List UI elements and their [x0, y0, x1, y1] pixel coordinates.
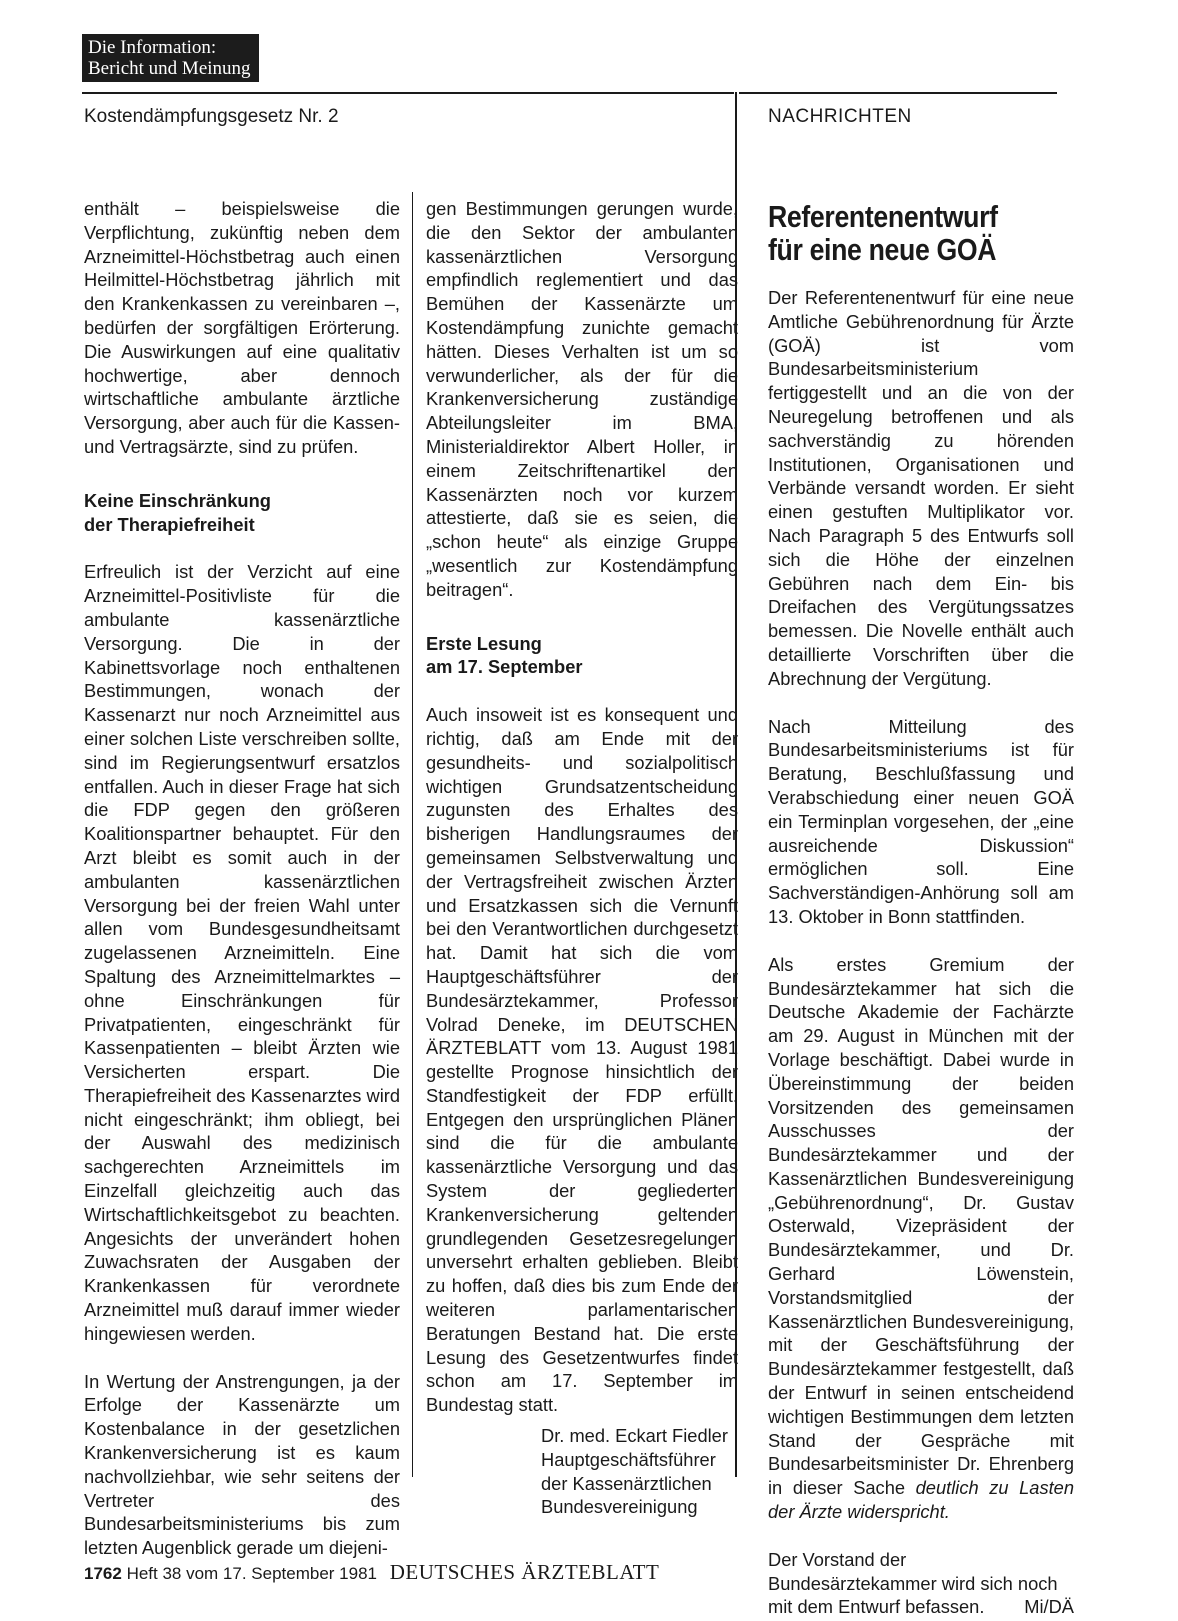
issue-info: Heft 38 vom 17. September 1981 — [126, 1564, 377, 1583]
paragraph: Erfreulich ist der Verzicht auf eine Arzneimittel-Positivliste für die ambulante kassenärztliche Versorgung. Die in der Kabinettsvorlage noch enthaltenen Bestimmungen, wonach der Kassenarzt nur noch Arzneimittel aus einer solchen Liste verschreiben sollte, sind im Regierungsentwurf ersatzlos entfallen. Auch in dieser Frage hat sich die FDP gegen den größeren Koalitionspartner behauptet. Für den Arzt bleibt es somit auch in der ambulanten kassenärztlichen Versorgung bei der freien Wahl unter allen vom Bundesgesundheitsamt zugelassenen Arzneimitteln. Eine Spaltung des Arzneimittelmarktes – ohne Einschränkungen für Privatpatienten, eingeschränkt für Kassenpatienten – bleibt Ärzten wie Versicherten erspart. Die Therapiefreiheit des Kassenarztes wird nicht eingeschränkt; ihm obliegt, bei der Auswahl des medizinisch sachgerechten Arzneimittels im Einzelfall gleichzeitig auch das Wirtschaftlichkeitsgebot zu beachten. Angesichts der unverändert hohen Zuwachsraten der Ausgaben der Krankenkassen für verordnete Arzneimittel muß darauf immer wieder hingewiesen werden. — [84, 561, 401, 1344]
headline-line: Referentenentwurf — [768, 199, 998, 234]
subheading — [84, 489, 400, 537]
subheading-line: Keine Einschränkung — [84, 489, 271, 511]
paragraph: Auch insoweit ist es konsequent und richtig, daß am Ende mit der gesundheits- und sozialpolitisch wichtigen Grundsatzentscheidung zugunsten des Erhaltes des bisherigen Handlungsraumes der gemeinsamen Selbstverwaltung und der Vertragsfreiheit zwischen Ärzten und Ersatzkassen sich die Vernunft bei den Verantwortlichen durchgesetzt hat. Damit hat sich die vom Hauptgeschäftsführer der Bundesärztekammer, Professor Volrad Deneke, im DEUTSCHEN ÄRZTEBLATT vom 13. August 1981 gestellte Prognose hinsichtlich der Standfestigkeit der FDP erfüllt. Entgegen den ursprünglichen Plänen sind die für die ambulante kassenärztliche Versorgung und das System der gegliederten Krankenversicherung geltenden grundlegenden Gesetzesregelungen unversehrt erhalten geblieben. Bleibt zu hoffen, daß dies bis zum Ende der weiteren parlamentarischen Beratungen Bestand hat. Die erste Lesung des Gesetzentwurfes findet schon am 17. September im Bundestag statt. — [426, 704, 738, 1416]
subheading-line: am 17. September — [426, 656, 583, 678]
running-title-right: NACHRICHTEN — [768, 106, 912, 127]
paragraph-text: Der Vorstand der Bundesärztekammer wird sich noch mit dem Entwurf befassen. — [768, 1548, 1058, 1618]
news-column — [768, 200, 1074, 1619]
author-signature — [541, 1424, 728, 1519]
paragraph: enthält – beispielsweise die Verpflichtung, zukünftig neben dem Arzneimittel-Höchstbetrag auch einen Heilmittel-Höchstbetrag jährlich mit den Krankenkassen zu vereinbaren –, bedürfen der sorgfältigen Erörterung. Die Auswirkungen auf eine qualitativ hochwertige, aber dennoch wirtschaftliche ambulante ärztliche Versorgung, aber auch für die Kassen- und Vertragsärzte, sind zu prüfen. — [84, 198, 400, 457]
paragraph: Der Referentenentwurf für eine neue Amtliche Gebührenordnung für Ärzte (GOÄ) ist vom Bundesarbeitsministerium fertiggestellt und an die von der Neuregelung betroffenen und als sachverständig zu hörenden Institutionen, Organisationen und Verbände versandt worden. Er sieht einen gestuften Multiplikator vor. Nach Paragraph 5 des Entwurfs soll sich die Höhe der einzelnen Gebühren nach dem Ein- bis Dreifachen des Vergütungssatzes bemessen. Die Novelle enthält auch detaillierte Vorschriften über die Abrechnung der Vergütung. — [768, 287, 1074, 689]
badge-line-1: Die Information: — [88, 37, 217, 58]
paragraph: Nach Mitteilung des Bundesarbeitsministeriums ist für Beratung, Beschlußfassung und Verabschiedung einer neuen GOÄ ein Terminplan vorgesehen, der „eine ausreichende Diskussion“ ermöglichen soll. Eine Sachverständigen-Anhörung soll am 13. Oktober in Bonn stattfinden. — [768, 715, 1074, 927]
badge-line-2: Bericht und Meinung — [88, 58, 251, 79]
journal-name: DEUTSCHES ÄRZTEBLATT — [389, 1560, 660, 1584]
paragraph-text: Als erstes Gremium der Bundesärztekammer hat sich die Deutsche Akademie der Fachärzte am 29. August in München mit der Vorlage beschäftigt. Dabei wurde in Übereinstimmung der beiden Vorsitzenden des gemeinsamen Ausschusses der Bundesärztekammer und der Kassenärztlichen Bundesvereinigung „Gebührenordnung“, Dr. Gustav Osterwald, Vizepräsident der Bundesärztekammer, und Dr. Gerhard Löwenstein, Vorstandsmitglied der Kassenärztlichen Bundesvereinigung, mit der Geschäftsführung der Bundesärztekammer festgestellt, daß der Entwurf in seinen entscheidend wichtigen Bestimmungen dem letzten Stand der Gespräche mit Bundesarbeitsminister Dr. Ehrenberg in dieser Sache — [768, 953, 1074, 1499]
paragraph: gen Bestimmungen gerungen wurde, die den Sektor der ambulanten kassenärztlichen Versorgung empfindlich reglementiert und das Bemühen der Kassenärzte um Kostendämpfung zunichte gemacht hätten. Dieses Verhalten ist um so verwunderlicher, als der für die Krankenversicherung zuständige Abteilungsleiter im BMA, Ministerialdirektor Albert Holler, in einem Zeitschriftenartikel den Kassenärzten noch vor kurzem attestierte, daß sie es seien, die „schon heute“ als einzige Gruppe „wesentlich zur Kostendämpfung beitragen“. — [426, 198, 738, 600]
header-rule-left — [82, 92, 734, 94]
section-badge — [82, 34, 259, 82]
author-credit: Mi/DÄ — [1024, 1596, 1074, 1618]
signature-line: Dr. med. Eckart Fiedler — [541, 1425, 728, 1446]
subheading — [426, 632, 738, 680]
signature-line: der Kassenärztlichen — [541, 1472, 712, 1494]
signature-line: Bundesvereinigung — [541, 1496, 698, 1518]
emphasis-text: deutlich zu Lasten der Ärzte widerspricht. — [768, 1477, 1075, 1523]
running-title-left: Kostendämpfungsgesetz Nr. 2 — [84, 106, 339, 127]
page-footer — [84, 1560, 659, 1585]
paragraph — [768, 1548, 1074, 1619]
signature-line: Hauptgeschäftsführer — [541, 1448, 716, 1470]
paragraph — [768, 953, 1074, 1524]
paragraph: In Wertung der Anstrengungen, ja der Erfolge der Kassenärzte um Kostenbalance in der gesetzlichen Krankenversicherung ist es kaum nachvollziehbar, wie sehr seitens der Vertreter des Bundesarbeitsministeriums bis zum letzten Augenblick gerade um diejeni- — [84, 1370, 400, 1559]
article-column-2 — [426, 197, 738, 1417]
subheading-line: Erste Lesung — [426, 632, 542, 654]
header-rule-right — [739, 92, 1057, 94]
column-divider-1 — [412, 192, 413, 1477]
subheading-line: der Therapiefreiheit — [84, 513, 255, 535]
page-number: 1762 — [84, 1564, 122, 1583]
headline-line: für eine neue GOÄ — [768, 232, 997, 267]
news-headline — [768, 200, 1078, 266]
article-column-1 — [84, 197, 400, 1560]
